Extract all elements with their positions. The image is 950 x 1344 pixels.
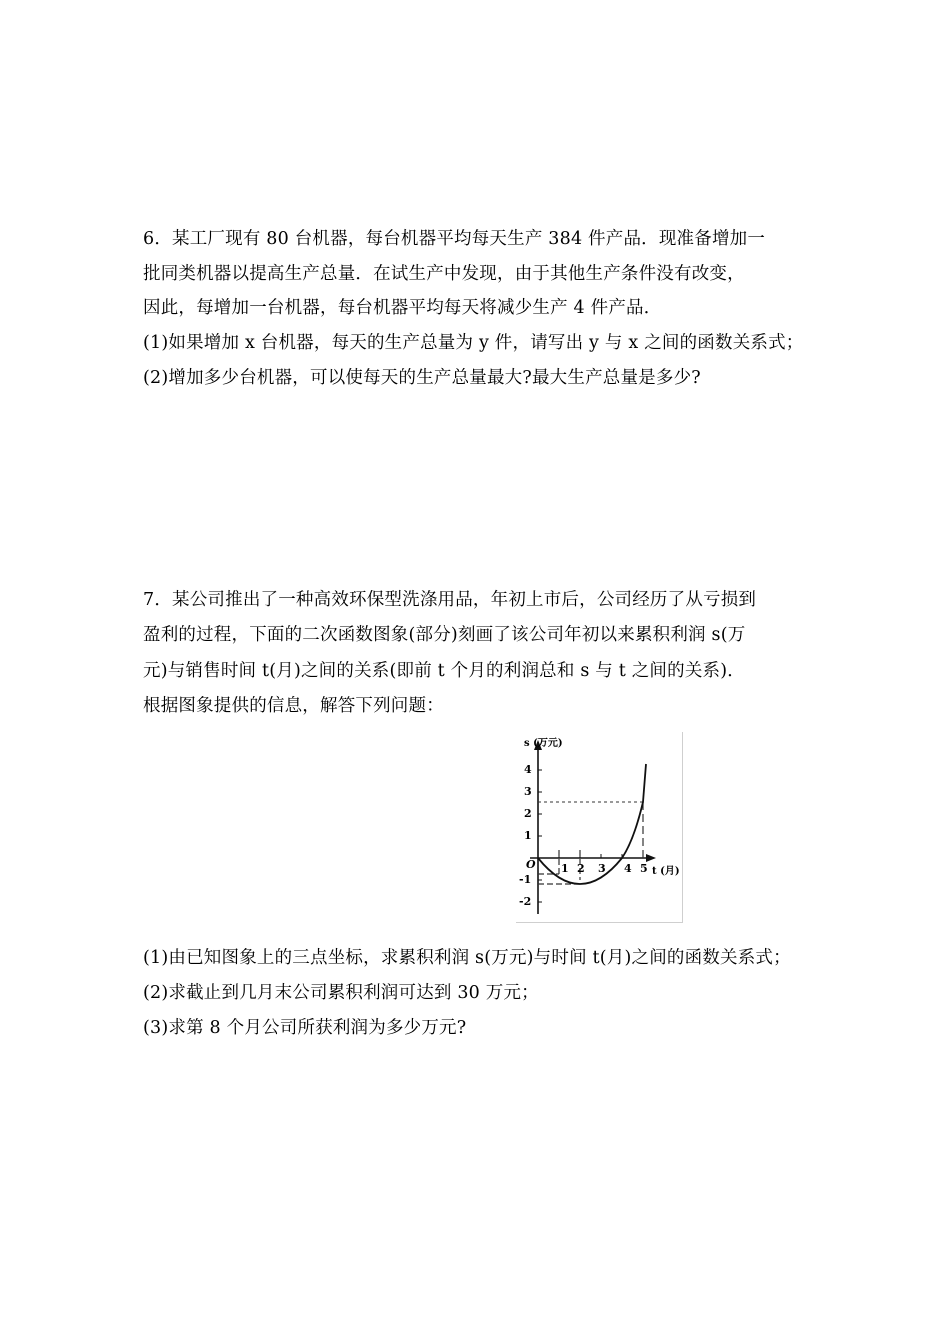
problem-7-question-1: (1)由已知图象上的三点坐标，求累积利润 s(万元)与时间 t(月)之间的函数关系式； <box>143 948 791 968</box>
problem-6-line-2: 批同类机器以提高生产总量．在试生产中发现，由于其他生产条件没有改变， <box>143 264 745 284</box>
x-tick-2: 2 <box>577 862 585 875</box>
x-axis-label: t (月) <box>652 866 680 877</box>
y-axis-label: s (万元) <box>524 738 563 749</box>
problem-7-question-3: (3)求第 8 个月公司所获利润为多少万元? <box>143 1018 467 1038</box>
problem-7-line-2: 盈利的过程，下面的二次函数图象(部分)刻画了该公司年初以来累积利润 s(万 <box>143 625 746 645</box>
y-tick-1: 1 <box>524 829 532 842</box>
problem-6-question-1: (1)如果增加 x 台机器，每天的生产总量为 y 件，请写出 y 与 x 之间的函数关系式； <box>143 333 804 353</box>
y-tick-3: 3 <box>524 785 532 798</box>
profit-graph <box>516 732 683 923</box>
x-tick-5: 5 <box>640 862 648 875</box>
problem-6-question-2: (2)增加多少台机器，可以使每天的生产总量最大?最大生产总量是多少? <box>143 368 701 388</box>
x-tick-1: 1 <box>561 862 569 875</box>
y-tick-2: 2 <box>524 807 532 820</box>
problem-7-line-3: 元)与销售时间 t(月)之间的关系(即前 t 个月的利润总和 s 与 t 之间的关系)． <box>143 661 745 681</box>
problem-7-line-1: 7．某公司推出了一种高效环保型洗涤用品，年初上市后，公司经历了从亏损到 <box>143 590 757 610</box>
problem-6-line-1: 6．某工厂现有 80 台机器，每台机器平均每天生产 384 件产品．现准备增加一 <box>143 229 766 249</box>
y-tick-4: 4 <box>524 763 532 776</box>
problem-6-line-3: 因此，每增加一台机器，每台机器平均每天将减少生产 4 件产品． <box>143 298 662 318</box>
y-tick-neg2: -2 <box>519 895 532 908</box>
x-tick-4: 4 <box>624 862 632 875</box>
x-tick-3: 3 <box>598 862 606 875</box>
parabola-chart <box>516 732 682 922</box>
y-tick-neg1: -1 <box>519 873 532 886</box>
problem-7-question-2: (2)求截止到几月末公司累积利润可达到 30 万元； <box>143 983 539 1003</box>
origin-label: O <box>526 858 536 871</box>
problem-7-line-4: 根据图象提供的信息，解答下列问题： <box>143 696 444 716</box>
